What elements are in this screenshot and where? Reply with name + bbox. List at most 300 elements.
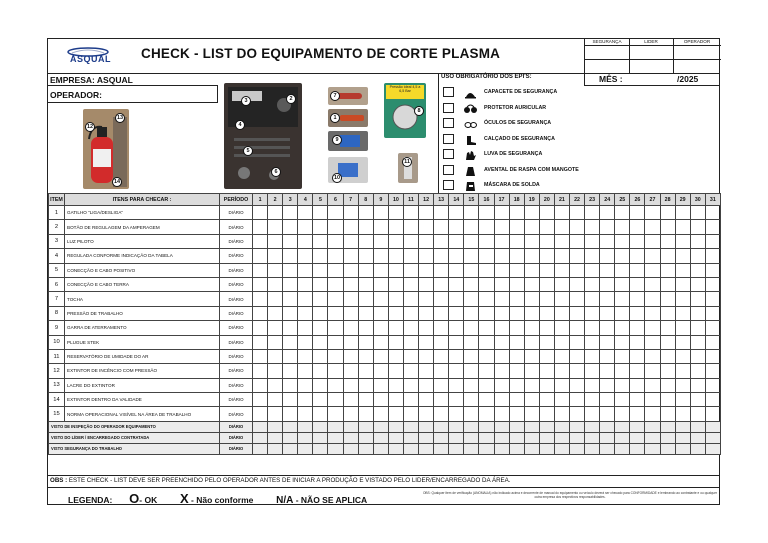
- day-check-cell[interactable]: [705, 335, 720, 349]
- day-check-cell[interactable]: [268, 407, 283, 421]
- signature-cell[interactable]: [569, 443, 584, 454]
- signature-cell[interactable]: [539, 443, 554, 454]
- day-check-cell[interactable]: [660, 249, 675, 263]
- day-check-cell[interactable]: [524, 364, 539, 378]
- day-check-cell[interactable]: [253, 263, 268, 277]
- day-check-cell[interactable]: [388, 407, 403, 421]
- day-check-cell[interactable]: [358, 335, 373, 349]
- day-check-cell[interactable]: [403, 407, 418, 421]
- day-check-cell[interactable]: [690, 407, 705, 421]
- day-check-cell[interactable]: [449, 220, 464, 234]
- day-check-cell[interactable]: [328, 249, 343, 263]
- day-check-cell[interactable]: [358, 249, 373, 263]
- day-check-cell[interactable]: [675, 220, 690, 234]
- day-check-cell[interactable]: [464, 249, 479, 263]
- signature-cell[interactable]: [373, 443, 388, 454]
- day-check-cell[interactable]: [298, 263, 313, 277]
- day-check-cell[interactable]: [388, 234, 403, 248]
- day-check-cell[interactable]: [705, 249, 720, 263]
- day-check-cell[interactable]: [569, 263, 584, 277]
- signature-cell[interactable]: [569, 432, 584, 443]
- day-check-cell[interactable]: [328, 364, 343, 378]
- day-check-cell[interactable]: [660, 263, 675, 277]
- day-check-cell[interactable]: [630, 364, 645, 378]
- day-check-cell[interactable]: [358, 378, 373, 392]
- day-check-cell[interactable]: [283, 220, 298, 234]
- signature-cell[interactable]: [539, 421, 554, 432]
- day-check-cell[interactable]: [630, 393, 645, 407]
- day-check-cell[interactable]: [268, 234, 283, 248]
- signature-cell[interactable]: [283, 443, 298, 454]
- day-check-cell[interactable]: [585, 349, 600, 363]
- signature-cell[interactable]: [464, 443, 479, 454]
- day-check-cell[interactable]: [253, 407, 268, 421]
- day-check-cell[interactable]: [268, 364, 283, 378]
- day-check-cell[interactable]: [298, 292, 313, 306]
- day-check-cell[interactable]: [434, 234, 449, 248]
- day-check-cell[interactable]: [434, 206, 449, 220]
- day-check-cell[interactable]: [464, 335, 479, 349]
- day-check-cell[interactable]: [690, 292, 705, 306]
- day-check-cell[interactable]: [298, 393, 313, 407]
- day-check-cell[interactable]: [328, 234, 343, 248]
- day-check-cell[interactable]: [675, 364, 690, 378]
- day-check-cell[interactable]: [690, 364, 705, 378]
- day-check-cell[interactable]: [690, 378, 705, 392]
- day-check-cell[interactable]: [569, 349, 584, 363]
- epi-checkbox[interactable]: [443, 149, 454, 159]
- day-check-cell[interactable]: [343, 292, 358, 306]
- day-check-cell[interactable]: [298, 234, 313, 248]
- day-check-cell[interactable]: [705, 407, 720, 421]
- day-check-cell[interactable]: [554, 220, 569, 234]
- signature-cell[interactable]: [449, 432, 464, 443]
- day-check-cell[interactable]: [328, 263, 343, 277]
- day-check-cell[interactable]: [569, 292, 584, 306]
- day-check-cell[interactable]: [494, 335, 509, 349]
- day-check-cell[interactable]: [328, 277, 343, 291]
- day-check-cell[interactable]: [585, 393, 600, 407]
- day-check-cell[interactable]: [524, 321, 539, 335]
- signature-cell[interactable]: [509, 443, 524, 454]
- day-check-cell[interactable]: [268, 277, 283, 291]
- day-check-cell[interactable]: [690, 306, 705, 320]
- day-check-cell[interactable]: [388, 220, 403, 234]
- day-check-cell[interactable]: [388, 321, 403, 335]
- day-check-cell[interactable]: [615, 407, 630, 421]
- day-check-cell[interactable]: [313, 407, 328, 421]
- signature-cell[interactable]: [554, 432, 569, 443]
- day-check-cell[interactable]: [600, 249, 615, 263]
- day-check-cell[interactable]: [434, 306, 449, 320]
- day-check-cell[interactable]: [554, 335, 569, 349]
- day-check-cell[interactable]: [253, 349, 268, 363]
- day-check-cell[interactable]: [600, 220, 615, 234]
- day-check-cell[interactable]: [343, 321, 358, 335]
- day-check-cell[interactable]: [660, 206, 675, 220]
- day-check-cell[interactable]: [403, 206, 418, 220]
- day-check-cell[interactable]: [585, 407, 600, 421]
- day-check-cell[interactable]: [569, 206, 584, 220]
- day-check-cell[interactable]: [313, 378, 328, 392]
- signature-cell[interactable]: [690, 443, 705, 454]
- day-check-cell[interactable]: [690, 393, 705, 407]
- day-check-cell[interactable]: [313, 277, 328, 291]
- day-check-cell[interactable]: [645, 220, 660, 234]
- day-check-cell[interactable]: [358, 277, 373, 291]
- day-check-cell[interactable]: [524, 220, 539, 234]
- day-check-cell[interactable]: [298, 335, 313, 349]
- day-check-cell[interactable]: [479, 349, 494, 363]
- signature-cell[interactable]: [403, 443, 418, 454]
- day-check-cell[interactable]: [464, 407, 479, 421]
- signature-cell[interactable]: [343, 432, 358, 443]
- day-check-cell[interactable]: [268, 393, 283, 407]
- signature-cell[interactable]: [494, 443, 509, 454]
- day-check-cell[interactable]: [660, 321, 675, 335]
- day-check-cell[interactable]: [343, 206, 358, 220]
- day-check-cell[interactable]: [268, 335, 283, 349]
- day-check-cell[interactable]: [675, 349, 690, 363]
- day-check-cell[interactable]: [298, 277, 313, 291]
- signature-cell[interactable]: [373, 421, 388, 432]
- day-check-cell[interactable]: [419, 263, 434, 277]
- day-check-cell[interactable]: [298, 378, 313, 392]
- day-check-cell[interactable]: [298, 306, 313, 320]
- signature-cell[interactable]: [358, 432, 373, 443]
- day-check-cell[interactable]: [524, 206, 539, 220]
- day-check-cell[interactable]: [600, 292, 615, 306]
- day-check-cell[interactable]: [554, 393, 569, 407]
- day-check-cell[interactable]: [585, 292, 600, 306]
- day-check-cell[interactable]: [419, 292, 434, 306]
- day-check-cell[interactable]: [373, 249, 388, 263]
- day-check-cell[interactable]: [434, 378, 449, 392]
- day-check-cell[interactable]: [283, 263, 298, 277]
- signature-cell[interactable]: [690, 432, 705, 443]
- day-check-cell[interactable]: [283, 206, 298, 220]
- day-check-cell[interactable]: [675, 378, 690, 392]
- day-check-cell[interactable]: [449, 378, 464, 392]
- signature-cell[interactable]: [705, 421, 720, 432]
- day-check-cell[interactable]: [419, 277, 434, 291]
- day-check-cell[interactable]: [630, 335, 645, 349]
- day-check-cell[interactable]: [615, 249, 630, 263]
- signature-cell[interactable]: [434, 421, 449, 432]
- day-check-cell[interactable]: [524, 234, 539, 248]
- day-check-cell[interactable]: [313, 364, 328, 378]
- day-check-cell[interactable]: [388, 249, 403, 263]
- day-check-cell[interactable]: [313, 292, 328, 306]
- day-check-cell[interactable]: [585, 220, 600, 234]
- day-check-cell[interactable]: [464, 277, 479, 291]
- signature-cell[interactable]: [539, 432, 554, 443]
- day-check-cell[interactable]: [283, 335, 298, 349]
- day-check-cell[interactable]: [600, 349, 615, 363]
- day-check-cell[interactable]: [615, 378, 630, 392]
- day-check-cell[interactable]: [283, 407, 298, 421]
- day-check-cell[interactable]: [464, 349, 479, 363]
- signature-cell[interactable]: [388, 432, 403, 443]
- day-check-cell[interactable]: [464, 364, 479, 378]
- epi-checkbox[interactable]: [443, 103, 454, 113]
- day-check-cell[interactable]: [403, 306, 418, 320]
- day-check-cell[interactable]: [509, 234, 524, 248]
- day-check-cell[interactable]: [434, 407, 449, 421]
- day-check-cell[interactable]: [600, 206, 615, 220]
- signature-cell[interactable]: [585, 432, 600, 443]
- day-check-cell[interactable]: [253, 277, 268, 291]
- day-check-cell[interactable]: [539, 349, 554, 363]
- day-check-cell[interactable]: [600, 321, 615, 335]
- day-check-cell[interactable]: [464, 263, 479, 277]
- day-check-cell[interactable]: [524, 407, 539, 421]
- day-check-cell[interactable]: [660, 364, 675, 378]
- signature-cell[interactable]: [600, 443, 615, 454]
- day-check-cell[interactable]: [253, 234, 268, 248]
- day-check-cell[interactable]: [705, 393, 720, 407]
- day-check-cell[interactable]: [388, 306, 403, 320]
- day-check-cell[interactable]: [539, 263, 554, 277]
- day-check-cell[interactable]: [600, 407, 615, 421]
- day-check-cell[interactable]: [630, 234, 645, 248]
- day-check-cell[interactable]: [328, 378, 343, 392]
- signature-cell[interactable]: [660, 421, 675, 432]
- signature-cell[interactable]: [373, 432, 388, 443]
- day-check-cell[interactable]: [403, 292, 418, 306]
- day-check-cell[interactable]: [283, 378, 298, 392]
- signature-cell[interactable]: [660, 443, 675, 454]
- signature-cell[interactable]: [298, 421, 313, 432]
- day-check-cell[interactable]: [449, 306, 464, 320]
- day-check-cell[interactable]: [283, 321, 298, 335]
- day-check-cell[interactable]: [298, 364, 313, 378]
- day-check-cell[interactable]: [434, 349, 449, 363]
- day-check-cell[interactable]: [268, 349, 283, 363]
- day-check-cell[interactable]: [253, 220, 268, 234]
- day-check-cell[interactable]: [449, 234, 464, 248]
- day-check-cell[interactable]: [539, 206, 554, 220]
- day-check-cell[interactable]: [358, 234, 373, 248]
- signature-cell[interactable]: [403, 421, 418, 432]
- day-check-cell[interactable]: [494, 393, 509, 407]
- day-check-cell[interactable]: [358, 321, 373, 335]
- day-check-cell[interactable]: [434, 277, 449, 291]
- day-check-cell[interactable]: [403, 349, 418, 363]
- operator-field[interactable]: [48, 85, 218, 103]
- day-check-cell[interactable]: [630, 220, 645, 234]
- day-check-cell[interactable]: [283, 349, 298, 363]
- day-check-cell[interactable]: [373, 407, 388, 421]
- signature-cell[interactable]: [479, 432, 494, 443]
- day-check-cell[interactable]: [675, 234, 690, 248]
- signature-cell[interactable]: [313, 443, 328, 454]
- day-check-cell[interactable]: [283, 364, 298, 378]
- day-check-cell[interactable]: [600, 378, 615, 392]
- day-check-cell[interactable]: [373, 349, 388, 363]
- day-check-cell[interactable]: [464, 220, 479, 234]
- day-check-cell[interactable]: [373, 364, 388, 378]
- day-check-cell[interactable]: [600, 306, 615, 320]
- day-check-cell[interactable]: [569, 378, 584, 392]
- signature-cell[interactable]: [449, 443, 464, 454]
- day-check-cell[interactable]: [373, 378, 388, 392]
- day-check-cell[interactable]: [615, 364, 630, 378]
- day-check-cell[interactable]: [449, 263, 464, 277]
- day-check-cell[interactable]: [328, 335, 343, 349]
- day-check-cell[interactable]: [645, 292, 660, 306]
- day-check-cell[interactable]: [615, 292, 630, 306]
- day-check-cell[interactable]: [630, 292, 645, 306]
- day-check-cell[interactable]: [313, 321, 328, 335]
- day-check-cell[interactable]: [434, 220, 449, 234]
- day-check-cell[interactable]: [705, 263, 720, 277]
- day-check-cell[interactable]: [268, 220, 283, 234]
- day-check-cell[interactable]: [358, 292, 373, 306]
- day-check-cell[interactable]: [298, 206, 313, 220]
- day-check-cell[interactable]: [388, 393, 403, 407]
- signature-cell[interactable]: [645, 421, 660, 432]
- day-check-cell[interactable]: [434, 263, 449, 277]
- day-check-cell[interactable]: [569, 364, 584, 378]
- day-check-cell[interactable]: [313, 393, 328, 407]
- signature-cell[interactable]: [645, 432, 660, 443]
- signature-cell[interactable]: [690, 421, 705, 432]
- day-check-cell[interactable]: [343, 335, 358, 349]
- day-check-cell[interactable]: [358, 306, 373, 320]
- day-check-cell[interactable]: [509, 249, 524, 263]
- day-check-cell[interactable]: [675, 292, 690, 306]
- day-check-cell[interactable]: [569, 249, 584, 263]
- day-check-cell[interactable]: [660, 277, 675, 291]
- signature-cell[interactable]: [403, 432, 418, 443]
- day-check-cell[interactable]: [690, 277, 705, 291]
- day-check-cell[interactable]: [539, 292, 554, 306]
- day-check-cell[interactable]: [585, 335, 600, 349]
- day-check-cell[interactable]: [600, 263, 615, 277]
- day-check-cell[interactable]: [253, 306, 268, 320]
- day-check-cell[interactable]: [373, 335, 388, 349]
- day-check-cell[interactable]: [434, 335, 449, 349]
- day-check-cell[interactable]: [569, 234, 584, 248]
- day-check-cell[interactable]: [328, 349, 343, 363]
- day-check-cell[interactable]: [358, 349, 373, 363]
- day-check-cell[interactable]: [494, 306, 509, 320]
- day-check-cell[interactable]: [675, 206, 690, 220]
- signature-cell[interactable]: [494, 432, 509, 443]
- day-check-cell[interactable]: [494, 364, 509, 378]
- day-check-cell[interactable]: [268, 206, 283, 220]
- day-check-cell[interactable]: [283, 234, 298, 248]
- day-check-cell[interactable]: [449, 206, 464, 220]
- day-check-cell[interactable]: [509, 321, 524, 335]
- day-check-cell[interactable]: [388, 206, 403, 220]
- signature-cell[interactable]: [434, 443, 449, 454]
- day-check-cell[interactable]: [464, 378, 479, 392]
- day-check-cell[interactable]: [388, 378, 403, 392]
- day-check-cell[interactable]: [494, 378, 509, 392]
- day-check-cell[interactable]: [313, 263, 328, 277]
- day-check-cell[interactable]: [479, 249, 494, 263]
- day-check-cell[interactable]: [313, 349, 328, 363]
- day-check-cell[interactable]: [630, 349, 645, 363]
- day-check-cell[interactable]: [675, 335, 690, 349]
- day-check-cell[interactable]: [524, 393, 539, 407]
- day-check-cell[interactable]: [419, 306, 434, 320]
- day-check-cell[interactable]: [645, 263, 660, 277]
- day-check-cell[interactable]: [705, 292, 720, 306]
- signature-cell[interactable]: [524, 432, 539, 443]
- day-check-cell[interactable]: [328, 393, 343, 407]
- signature-cell[interactable]: [479, 443, 494, 454]
- day-check-cell[interactable]: [373, 277, 388, 291]
- day-check-cell[interactable]: [479, 364, 494, 378]
- day-check-cell[interactable]: [388, 277, 403, 291]
- day-check-cell[interactable]: [630, 277, 645, 291]
- day-check-cell[interactable]: [585, 249, 600, 263]
- day-check-cell[interactable]: [705, 349, 720, 363]
- day-check-cell[interactable]: [343, 249, 358, 263]
- signature-cell[interactable]: [268, 421, 283, 432]
- day-check-cell[interactable]: [539, 321, 554, 335]
- day-check-cell[interactable]: [539, 249, 554, 263]
- day-check-cell[interactable]: [645, 335, 660, 349]
- day-check-cell[interactable]: [705, 378, 720, 392]
- day-check-cell[interactable]: [253, 364, 268, 378]
- day-check-cell[interactable]: [554, 306, 569, 320]
- day-check-cell[interactable]: [690, 335, 705, 349]
- day-check-cell[interactable]: [494, 277, 509, 291]
- day-check-cell[interactable]: [630, 378, 645, 392]
- day-check-cell[interactable]: [464, 234, 479, 248]
- signature-cell[interactable]: [645, 443, 660, 454]
- day-check-cell[interactable]: [313, 249, 328, 263]
- day-check-cell[interactable]: [585, 263, 600, 277]
- signature-cell[interactable]: [434, 432, 449, 443]
- day-check-cell[interactable]: [268, 378, 283, 392]
- signature-cell[interactable]: [585, 443, 600, 454]
- day-check-cell[interactable]: [479, 277, 494, 291]
- day-check-cell[interactable]: [403, 321, 418, 335]
- day-check-cell[interactable]: [615, 335, 630, 349]
- day-check-cell[interactable]: [479, 206, 494, 220]
- day-check-cell[interactable]: [660, 234, 675, 248]
- day-check-cell[interactable]: [539, 407, 554, 421]
- day-check-cell[interactable]: [600, 277, 615, 291]
- day-check-cell[interactable]: [509, 349, 524, 363]
- day-check-cell[interactable]: [705, 306, 720, 320]
- day-check-cell[interactable]: [645, 349, 660, 363]
- day-check-cell[interactable]: [690, 234, 705, 248]
- day-check-cell[interactable]: [419, 364, 434, 378]
- day-check-cell[interactable]: [524, 292, 539, 306]
- signature-cell[interactable]: [328, 432, 343, 443]
- day-check-cell[interactable]: [585, 364, 600, 378]
- day-check-cell[interactable]: [283, 292, 298, 306]
- signature-cell[interactable]: [268, 432, 283, 443]
- signature-cell[interactable]: [554, 421, 569, 432]
- day-check-cell[interactable]: [388, 263, 403, 277]
- day-check-cell[interactable]: [419, 206, 434, 220]
- day-check-cell[interactable]: [328, 206, 343, 220]
- signature-cell[interactable]: [524, 443, 539, 454]
- day-check-cell[interactable]: [419, 220, 434, 234]
- day-check-cell[interactable]: [343, 393, 358, 407]
- day-check-cell[interactable]: [464, 292, 479, 306]
- day-check-cell[interactable]: [645, 378, 660, 392]
- day-check-cell[interactable]: [343, 349, 358, 363]
- day-check-cell[interactable]: [615, 234, 630, 248]
